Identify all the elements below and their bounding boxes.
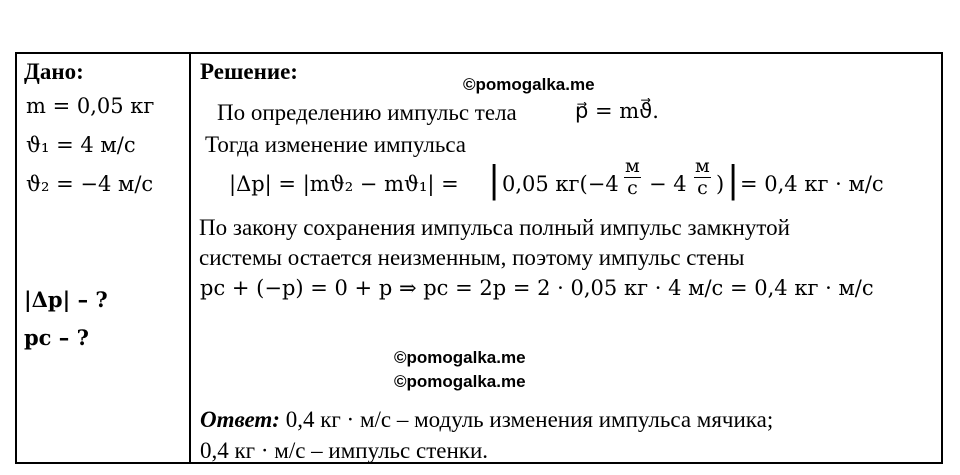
answer-line-1 — [200, 408, 773, 431]
fraction-2 — [692, 157, 713, 198]
watermark: ©pomogalka.me — [463, 75, 595, 94]
solution-line-1: По определению импульс тела — [217, 100, 517, 125]
delta-p-formula-right: = 0,4 кг · м/с — [740, 172, 884, 196]
column-divider — [189, 52, 191, 464]
fraction-2-numerator: м — [695, 155, 710, 177]
delta-p-formula-minus: − 4 — [649, 172, 687, 196]
answer-label: Ответ: — [200, 407, 280, 432]
delta-p-formula-left: |Δp| = |mϑ₂ − mϑ₁| = — [229, 172, 459, 196]
abs-bar-left: | — [488, 160, 501, 201]
fraction-1 — [622, 157, 643, 198]
wall-momentum-formula: pс + (−p) = 0 + p ⇒ pс = 2p = 2 · 0,05 кг · 4 м/с = 0,4 кг · м/с — [200, 276, 874, 300]
solution-line-2: Тогда изменение импульса — [205, 132, 467, 157]
watermark: ©pomogalka.me — [394, 372, 526, 391]
delta-p-formula-mid: 0,05 кг(−4 — [502, 172, 619, 196]
unknown-delta-p: |Δp| – ? — [24, 287, 108, 312]
fraction-2-denominator: с — [697, 177, 708, 199]
given-velocity-2: ϑ₂ = −4 м/с — [26, 172, 154, 196]
solution-line-4: системы остается неизменным, поэтому импульс стены — [199, 245, 745, 270]
answer-line-2: 0,4 кг · м/с – импульс стенки. — [200, 438, 489, 463]
given-velocity-1: ϑ₁ = 4 м/с — [26, 133, 136, 157]
solution-heading: Решение: — [200, 59, 298, 84]
watermark: ©pomogalka.me — [394, 348, 526, 367]
abs-bar-right: | — [727, 160, 740, 201]
close-paren: ) — [716, 172, 725, 196]
fraction-1-denominator: с — [627, 177, 638, 199]
fraction-1-numerator: м — [625, 155, 640, 177]
solution-line-3: По закону сохранения импульса полный импульс замкнутой — [199, 215, 790, 240]
momentum-definition-formula: p⃗ = mϑ⃗. — [575, 99, 659, 123]
unknown-wall-momentum: pс – ? — [24, 325, 89, 350]
given-mass: m = 0,05 кг — [26, 94, 155, 118]
given-heading: Дано: — [24, 59, 84, 84]
answer-text: 0,4 кг · м/с – модуль изменения импульса мячика; — [279, 407, 774, 432]
